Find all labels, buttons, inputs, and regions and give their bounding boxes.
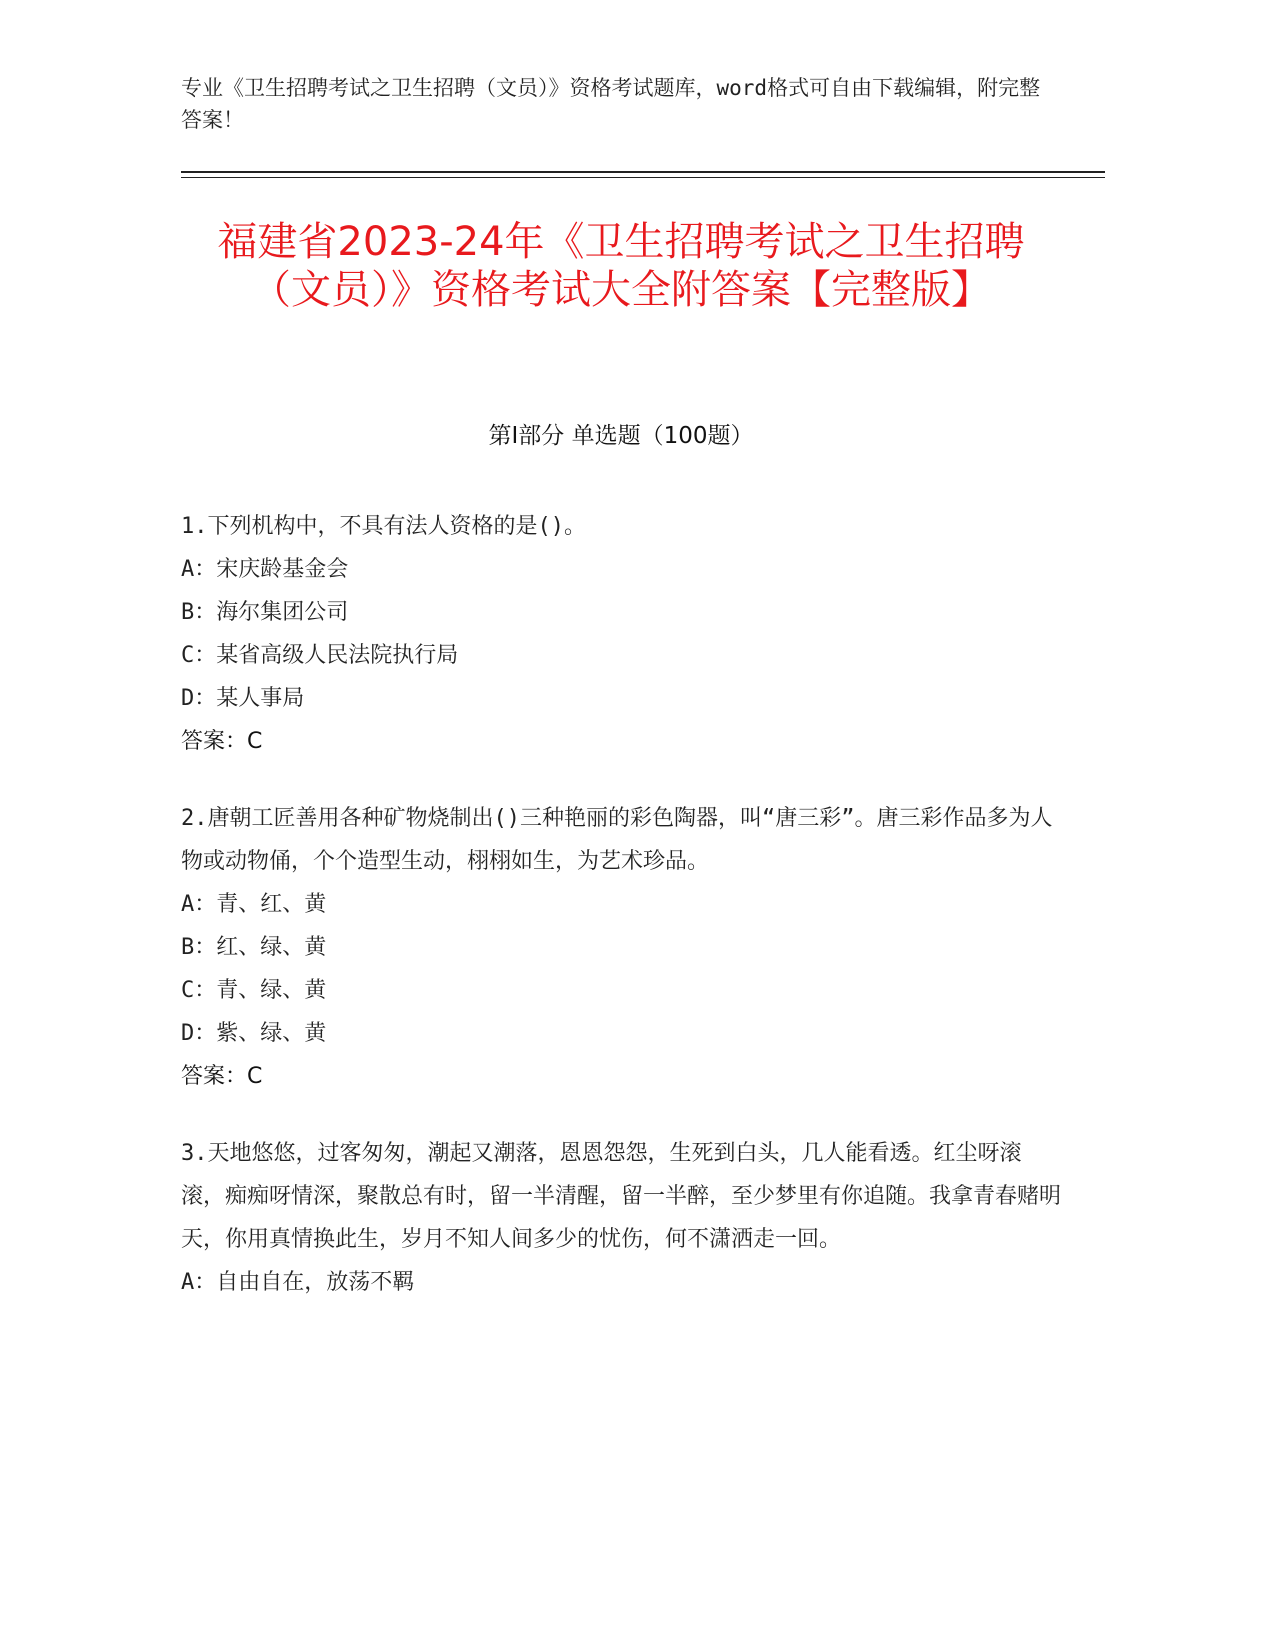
option-c: C：青、绿、黄 [181, 978, 327, 1003]
document-title: 福建省2023-24年《卫生招聘考试之卫生招聘（文员）》资格考试大全附答案【完整版】 [217, 219, 1025, 313]
option-d: D：紫、绿、黄 [181, 1021, 327, 1046]
question-text: 3.天地悠悠，过客匆匆，潮起又潮落，恩恩怨怨，生死到白头，几人能看透。红尘呀滚滚，痴痴呀情深，聚散总有时，留一半清醒，留一半醉，至少梦里有你追随。我拿青春赌明天，你用真情换此生，岁月不知人间多少的忧伤，何不潇洒走一回。 [181, 1141, 1062, 1252]
question-1 [181, 505, 1061, 763]
answer: 答案：C [181, 1064, 263, 1089]
section-heading: 第Ⅰ部分 单选题（100题） [488, 423, 754, 449]
header-rule-thin [181, 177, 1105, 178]
option-a: A：青、红、黄 [181, 892, 327, 917]
question-3 [181, 1132, 1061, 1304]
question-text: 1.下列机构中，不具有法人资格的是()。 [181, 514, 586, 539]
answer: 答案：C [181, 729, 263, 754]
question-text: 2.唐朝工匠善用各种矿物烧制出()三种艳丽的彩色陶器，叫“唐三彩”。唐三彩作品多为人物或动物俑，个个造型生动，栩栩如生，为艺术珍品。 [181, 806, 1053, 874]
option-b: B：红、绿、黄 [181, 935, 327, 960]
option-c: C：某省高级人民法院执行局 [181, 643, 459, 668]
option-a: A：宋庆龄基金会 [181, 557, 349, 582]
option-a: A：自由自在，放荡不羁 [181, 1270, 415, 1295]
question-list [181, 505, 1061, 1338]
option-d: D：某人事局 [181, 686, 305, 711]
question-2 [181, 797, 1061, 1098]
option-b: B：海尔集团公司 [181, 600, 349, 625]
header-rule-thick [181, 171, 1105, 173]
header-note: 专业《卫生招聘考试之卫生招聘（文员）》资格考试题库，word格式可自由下载编辑，附完整答案！ [181, 76, 1041, 132]
